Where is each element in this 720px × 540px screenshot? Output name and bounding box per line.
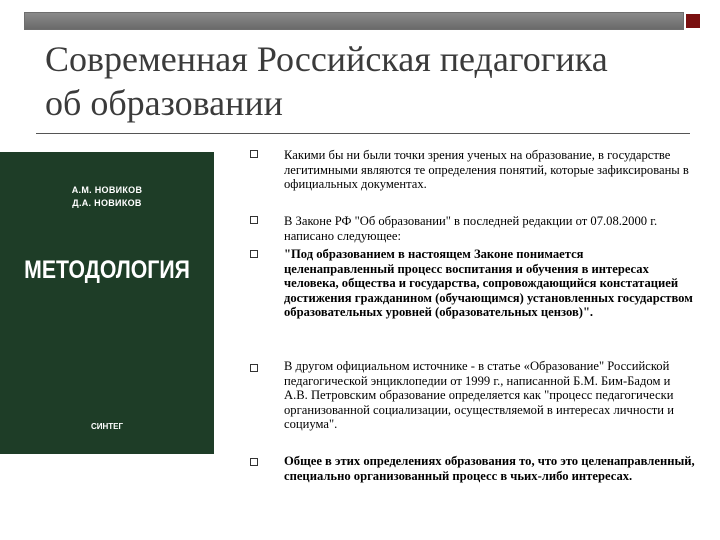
decorative-corner-square bbox=[686, 14, 700, 28]
square-bullet-icon bbox=[250, 364, 258, 372]
book-publisher: СИНТЕГ bbox=[90, 422, 124, 431]
paragraph-4: В другом официальном источнике - в статье «Образование" Российской педагогической энциклопедии от 1999 г., написанной Б.М. Бим-Бадом и А.В. Петровским образование определяется как "процесс педагогически организованной социализации, осуществляемой в интересах личности и социума". bbox=[284, 359, 674, 432]
book-author-2: Д.А. НОВИКОВ bbox=[72, 198, 142, 208]
paragraph-1: Какими бы ни были точки зрения ученых на образование, в государстве легитимными являются те определения понятий, которые зафиксированы в официальных документах. bbox=[284, 148, 689, 192]
paragraph-5: Общее в этих определениях образования то, что это целенаправленный, специально организованный процесс в чьих-либо интересах. bbox=[284, 454, 695, 483]
square-bullet-icon bbox=[250, 250, 258, 258]
book-title: МЕТОДОЛОГИЯ bbox=[24, 256, 190, 284]
slide-title-line-1: Современная Российская педагогика bbox=[45, 39, 608, 79]
title-divider bbox=[36, 133, 690, 134]
paragraph-3: "Под образованием в настоящем Законе понимается целенаправленный процесс воспитания и обучения в интересах человека, общества и государства, сопровождающийся констатацией достижения гражданином (обучающимся) установленных государством образовательных уровней (образовательных цензов)". bbox=[284, 247, 693, 320]
slide-title bbox=[45, 37, 705, 125]
square-bullet-icon bbox=[250, 150, 258, 158]
book-author-1: А.М. НОВИКОВ bbox=[71, 185, 143, 195]
book-cover-image bbox=[0, 152, 214, 454]
square-bullet-icon bbox=[250, 216, 258, 224]
square-bullet-icon bbox=[250, 458, 258, 466]
decorative-top-bar bbox=[24, 12, 684, 30]
paragraph-2: В Законе РФ "Об образовании" в последней редакции от 07.08.2000 г. написано следующее: bbox=[284, 214, 658, 243]
slide-title-line-2: об образовании bbox=[45, 83, 283, 123]
